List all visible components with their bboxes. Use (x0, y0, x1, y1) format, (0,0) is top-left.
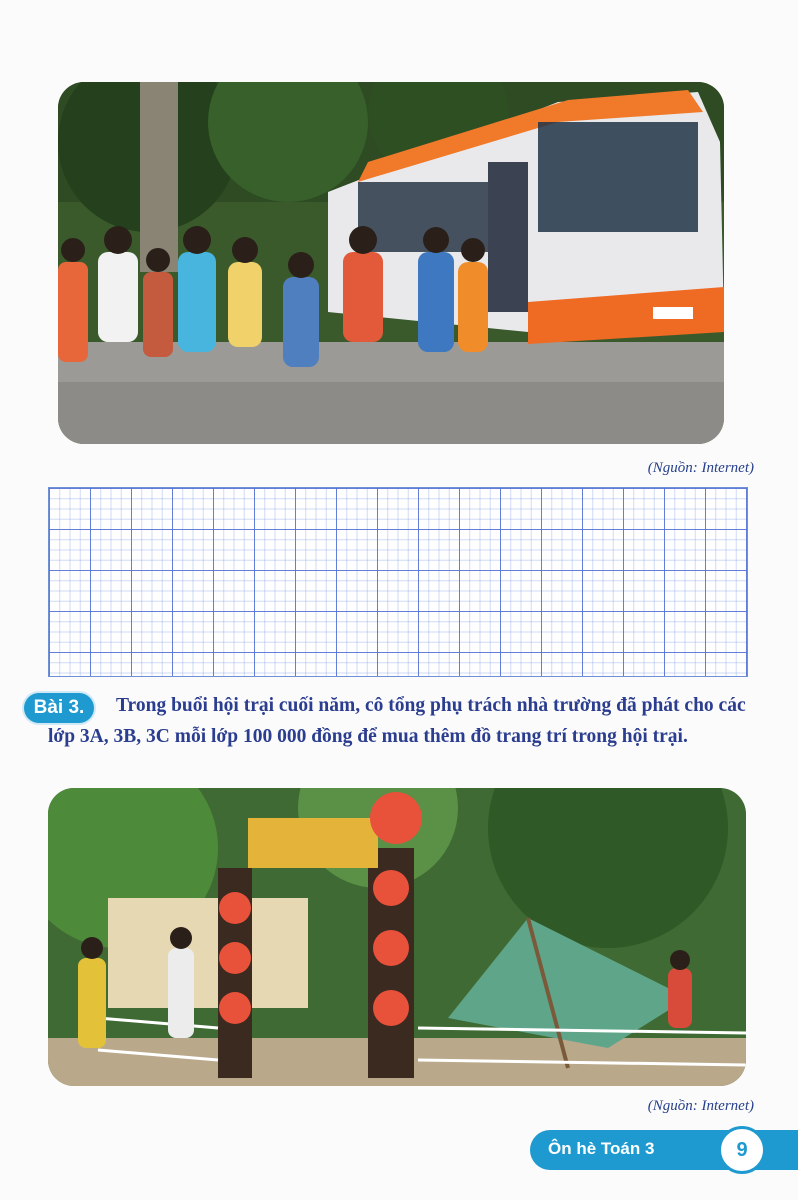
photo-camp-gate (48, 788, 746, 1086)
grid-writing-area (48, 487, 748, 677)
exercise-badge: Bài 3. (24, 693, 94, 723)
photo-source-caption: (Nguồn: Internet) (647, 460, 754, 476)
exercise-block (24, 690, 764, 752)
exercise-text: Trong buổi hội trại cuối năm, cô tổng phụ trách nhà trường đã phát cho các lớp 3A, 3B, 3C mỗi lớp 100 000 đồng để mua thêm đồ trang trí trong hội trại. (48, 695, 746, 747)
photo-students-bus (58, 82, 724, 444)
photo-source-caption-2: (Nguồn: Internet) (647, 1098, 754, 1114)
page-number: 9 (718, 1126, 766, 1174)
footer-book-title: Ôn hè Toán 3 (548, 1139, 655, 1158)
